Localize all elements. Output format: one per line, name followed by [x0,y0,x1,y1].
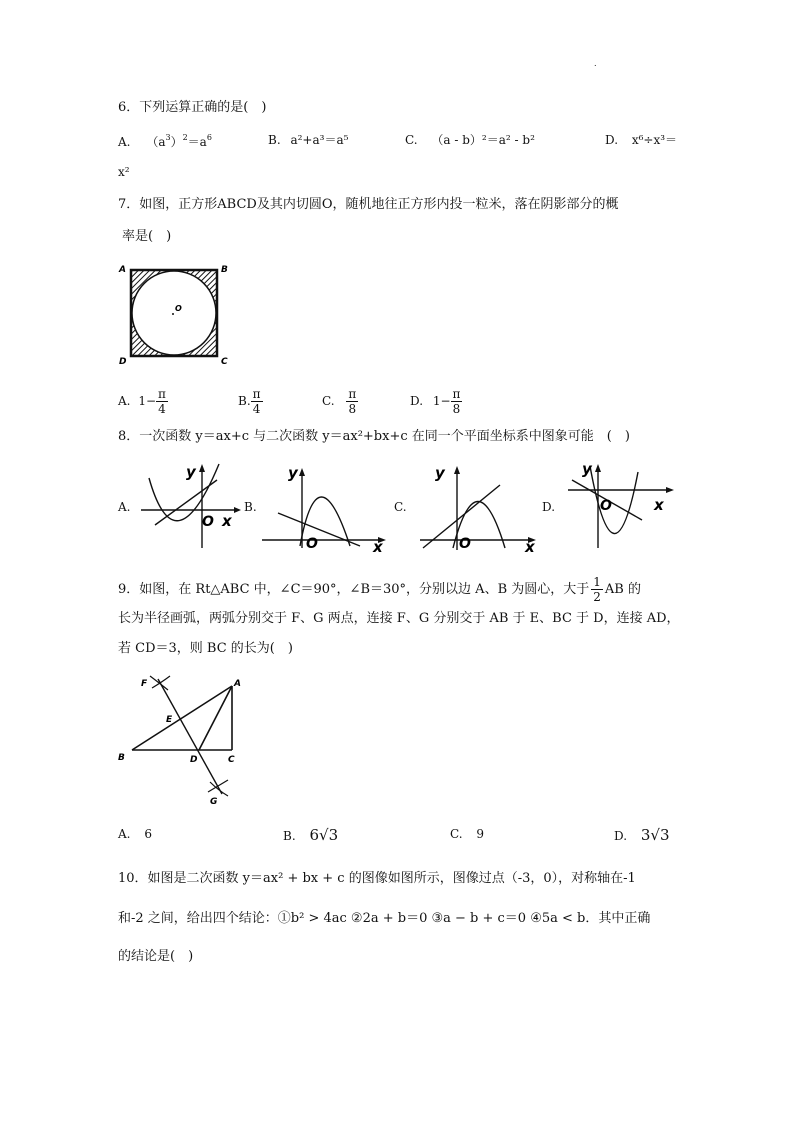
q8-graph-d[interactable] [562,458,677,550]
q7-option-c[interactable] [322,388,358,415]
label-c: C [221,357,228,367]
q6-option-a-letter: A. [118,135,131,149]
origin-label: O [459,536,471,552]
q9-option-c[interactable] [450,828,484,840]
q10-line3: 的结论是( ) [118,949,194,964]
q8-stem: 8．一次函数 y＝ax+c 与二次函数 y＝ax²+bx+c 在同一个平面坐标系中图象可能 ( ) [118,429,630,444]
q10-line1: 10．如图是二次函数 y＝ax² + bx + c 的图像如图所示，图像过点（-3，0），对称轴在-1 [118,871,636,886]
q9-stem-line2: 长为半径画弧，两弧分别交于 F、G 两点，连接 F、G 分别交于 AB 于 E、BC 于 D，连接 AD， [118,611,680,626]
q8-graph-b[interactable] [260,458,390,556]
q7-option-a[interactable] [118,388,168,415]
axis-x-label: x [525,538,535,556]
label-a: A [234,679,241,689]
q8-option-d[interactable]: D. [542,500,556,514]
axis-x-label: x [654,496,664,514]
axis-y-label: y [435,464,445,482]
q7-option-d-letter: D. [410,394,424,408]
segment-ad [199,686,232,750]
q7-option-b[interactable] [238,388,263,415]
q7-option-b-letter: B. [238,394,251,408]
q7-option-d-pre: 1− [432,394,451,408]
q7-option-d-frac: $\frac{\pi}{8}$ [452,387,461,416]
q7-square-figure [112,262,232,372]
label-b: B [221,265,228,275]
label-d: D [119,357,127,367]
q9-option-b-value: 6√3 [309,826,339,844]
center-point [172,313,174,315]
q9-option-c-letter: C. [450,827,463,841]
q8-option-c[interactable]: C. [394,500,407,514]
label-c: C [228,755,235,765]
q9-triangle-figure [112,674,252,809]
q9-option-b-letter: B. [283,829,296,843]
label-e: E [166,715,173,725]
q8-graph-c[interactable] [415,460,540,556]
q9-option-d-letter: D. [614,829,628,843]
q7-option-a-letter: A. [118,394,131,408]
q9-option-b[interactable] [283,828,338,843]
q9-stem-line1: 9．如图，在 Rt△ABC 中，∠C＝90°，∠B＝30°，分别以边 A、B 为圆心，大于 $\frac{1}{2}$ AB 的 [118,575,641,604]
q7-option-a-pre: 1− [138,394,157,408]
q6-option-d-letter: D. [605,133,619,147]
q7-stem-line1: 7．如图，正方形ABCD及其内切圆O，随机地往正方形内投一粒米，落在阴影部分的概 [118,197,619,212]
q9-option-d[interactable] [614,828,670,843]
q6-option-d-wrap: x² [118,165,130,179]
label-a: A [119,265,126,275]
q8-graph-a[interactable] [135,460,243,550]
q6-option-c-expr: （a - b）²＝a² - b² [431,133,535,147]
page-mark: . [594,59,597,68]
q7-option-c-frac: $\frac{\pi}{8}$ [348,387,357,416]
q6-option-b[interactable] [268,134,348,146]
axis-y-label: y [582,460,592,478]
bisector-fg [158,679,222,794]
segment-ab [132,686,232,750]
q8-option-b[interactable]: B. [244,500,257,514]
q6-option-b-expr: a²+a³＝a⁵ [290,133,349,147]
inscribed-circle [132,271,216,355]
q9-option-a-value: 6 [144,827,152,841]
q9-stem-line3: 若 CD＝3，则 BC 的长为( ) [118,641,293,656]
q9-option-d-value: 3√3 [640,826,670,844]
axis-y-label: y [288,464,298,482]
q7-option-b-frac: $\frac{\pi}{4}$ [252,387,261,416]
q9-option-c-value: 9 [476,827,485,841]
q7-option-a-frac: $\frac{\pi}{4}$ [158,387,166,416]
q7-stem-line2: 率是( ) [122,229,172,244]
q6-option-b-letter: B. [268,133,281,147]
q6-option-c[interactable] [405,134,535,146]
q6-option-d[interactable] [605,134,677,146]
origin-label: O [306,536,318,552]
q7-option-c-letter: C. [322,394,335,408]
q10-line2: 和-2 之间，给出四个结论：①b² > 4ac ②2a + b＝0 ③a − b + c＝0 ④5a < b．其中正确 [118,911,651,926]
label-g: G [210,797,218,807]
label-f: F [141,679,148,689]
origin-label: O [202,514,214,530]
q9-option-a[interactable] [118,828,152,840]
label-b: B [118,753,125,763]
q6-stem: 6．下列运算正确的是( ) [118,100,267,115]
q6-option-c-letter: C. [405,133,418,147]
axis-y-label: y [186,463,196,481]
q7-option-d[interactable] [410,388,462,415]
axis-x-label: x [222,512,232,530]
origin-label: O [600,498,612,514]
q6-option-d-expr: x⁶÷x³＝ [631,133,678,147]
axis-x-label: x [373,538,383,556]
q8-option-a[interactable]: A. [118,500,131,514]
q9-option-a-letter: A. [118,827,131,841]
q6-option-a-expr: $(a^3)^2=a^6$ [146,133,212,149]
label-o: O [175,304,182,313]
label-d: D [190,755,198,765]
q6-option-a[interactable] [118,134,212,148]
